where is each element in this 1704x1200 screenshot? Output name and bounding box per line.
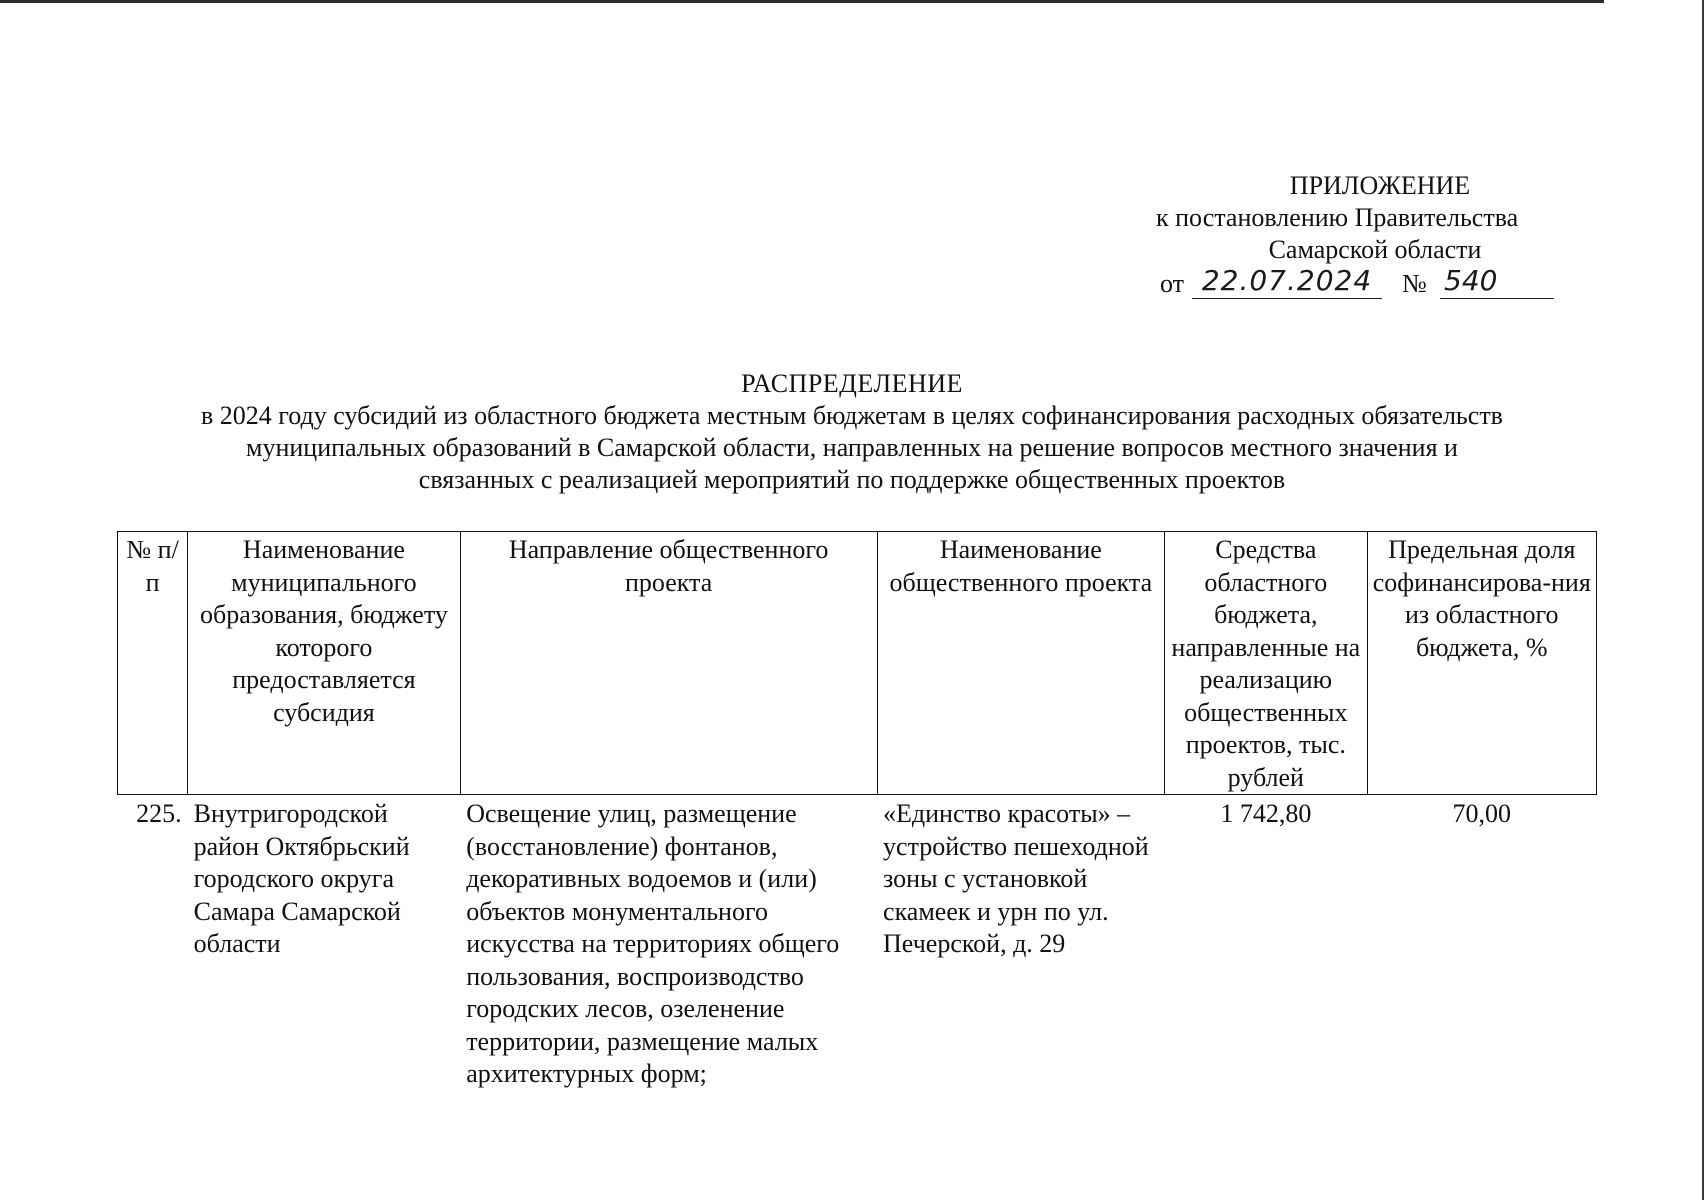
header-municipality: Наименование муниципального образования, бюджету которого предоставляется субсидия	[188, 532, 461, 795]
table-header-row	[118, 532, 1597, 795]
header-direction: Направление общественного проекта	[460, 532, 877, 795]
header-number: № п/п	[118, 532, 188, 795]
handwritten-number: 540	[1440, 264, 1554, 299]
from-label: от	[1160, 269, 1185, 298]
appendix-block	[1130, 170, 1590, 304]
row-share: 70,00	[1452, 799, 1511, 828]
appendix-resolution-line: к постановлению Правительства	[1156, 203, 1519, 232]
header-funds: Средства областного бюджета, направленные на реализацию общественных проектов, тыс. рублей	[1165, 532, 1367, 795]
appendix-region-line: Самарской области	[1268, 235, 1482, 264]
row-number: 225.	[136, 799, 182, 828]
table-row	[118, 795, 1597, 1091]
title-line-3: связанных с реализацией мероприятий по поддержке общественных проектов	[418, 465, 1286, 494]
distribution-table	[117, 531, 1597, 1091]
appendix-heading: ПРИЛОЖЕНИЕ	[1289, 171, 1471, 200]
handwritten-date: 22.07.2024	[1192, 264, 1382, 299]
header-project-name: Наименование общественного проекта	[877, 532, 1165, 795]
appendix-date-number-line	[1130, 264, 1590, 304]
scan-edge-line	[0, 0, 1604, 3]
row-funds: 1 742,80	[1220, 799, 1312, 828]
title-line-2: муниципальных образований в Самарской области, направленных на решение вопросов местного значения и	[246, 433, 1458, 462]
row-municipality: Внутригородской район Октябрьский городского округа Самара Самарской области	[193, 799, 410, 958]
row-project-name: «Единство красоты» – устройство пешеходной зоны с установкой скамеек и урн по ул. Печерской, д. 29	[883, 799, 1149, 958]
title-block	[110, 368, 1594, 496]
title-line-1: в 2024 году субсидий из областного бюджета местным бюджетам в целях софинансирования расходных обязательств	[201, 401, 1503, 430]
number-label: №	[1402, 269, 1427, 298]
document-title: РАСПРЕДЕЛЕНИЕ	[741, 369, 963, 398]
row-direction: Освещение улиц, размещение (восстановление) фонтанов, декоративных водоемов и (или) объектов монументального искусства на территориях общего пользования, воспроизводство городских лесов, озеленение территории, размещение малых архитектурных форм;	[466, 799, 840, 1088]
header-share: Предельная доля софинансирова-ния из областного бюджета, %	[1367, 532, 1596, 795]
